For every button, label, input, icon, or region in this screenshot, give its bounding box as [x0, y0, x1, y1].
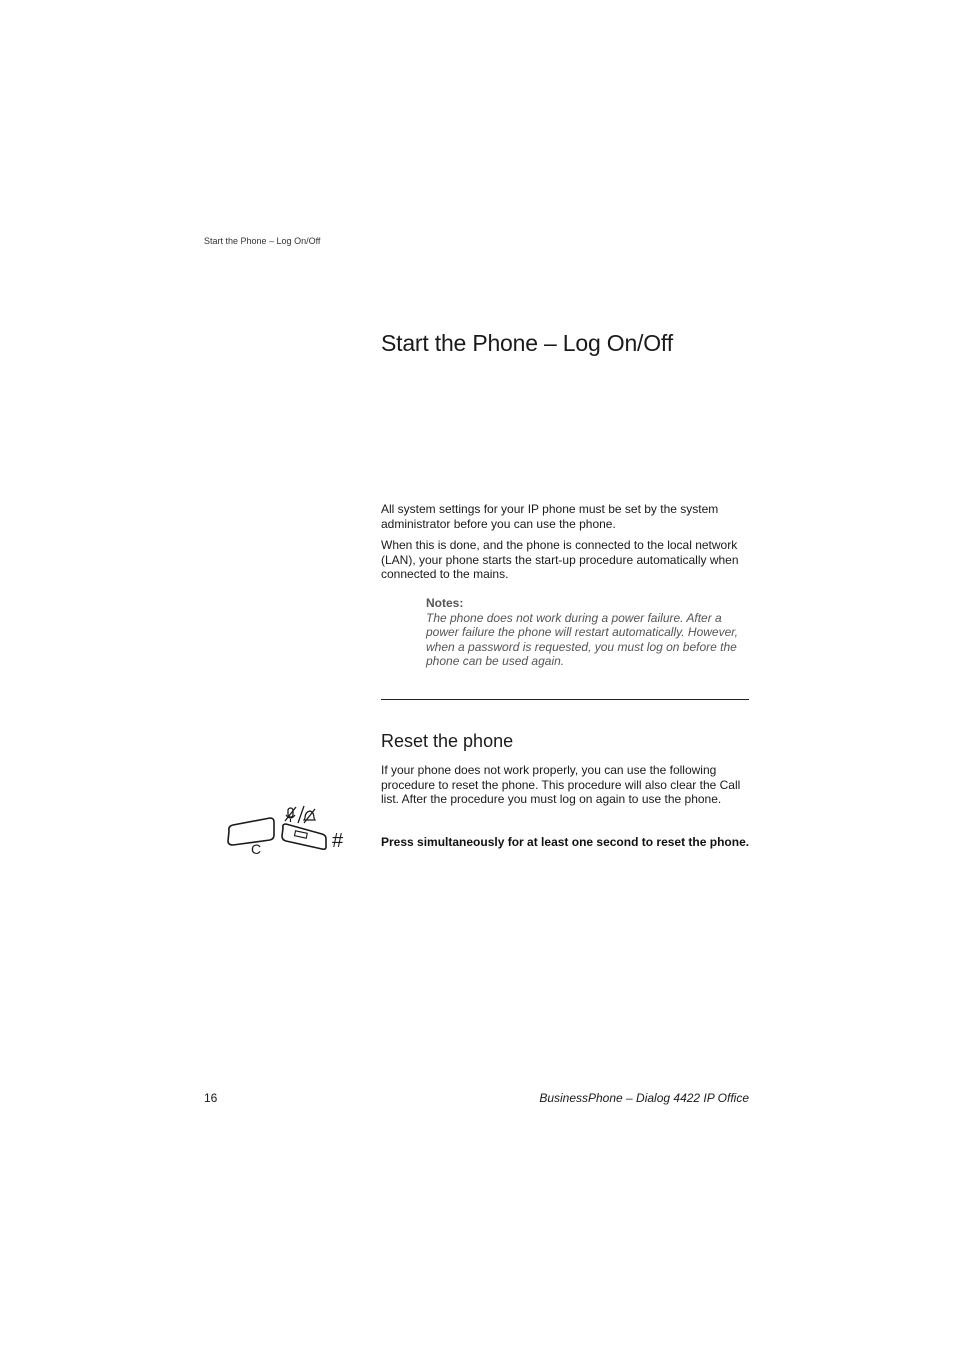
clear-key-label: C	[251, 841, 262, 857]
intro-paragraph: All system settings for your IP phone must be set by the system administrator before you can use the phone.	[381, 502, 719, 531]
reset-keys-illustration	[222, 803, 356, 859]
reset-instruction: Press simultaneously for at least one second to reset the phone.	[381, 835, 750, 849]
notes-text: The phone does not work during a power failure. After a power failure the phone will restart automatically. However, when a password is requested, you must log on before the phone can be used again.	[426, 610, 738, 669]
chapter-title: Start the Phone – Log On/Off	[381, 330, 673, 356]
mute-key-icon	[282, 824, 326, 849]
hash-key-label: #	[332, 830, 344, 852]
bell-mute-icon	[304, 809, 315, 823]
microphone-mute-icon	[285, 806, 304, 823]
notes-label: Notes:	[426, 596, 464, 610]
reset-paragraph: If your phone does not work properly, you can use the following procedure to reset the phone. This procedure will also clear the Call list. After the procedure you must log on again to use the phone.	[381, 763, 741, 807]
page-number: 16	[204, 1091, 218, 1105]
footer-product-title: BusinessPhone – Dialog 4422 IP Office	[539, 1091, 749, 1105]
section-divider	[381, 699, 749, 700]
running-header: Start the Phone – Log On/Off	[204, 236, 321, 246]
startup-paragraph: When this is done, and the phone is connected to the local network (LAN), your phone starts the start-up procedure automatically when connected to the mains.	[381, 538, 739, 582]
section-title-reset: Reset the phone	[381, 731, 514, 751]
notes-box	[426, 596, 756, 669]
